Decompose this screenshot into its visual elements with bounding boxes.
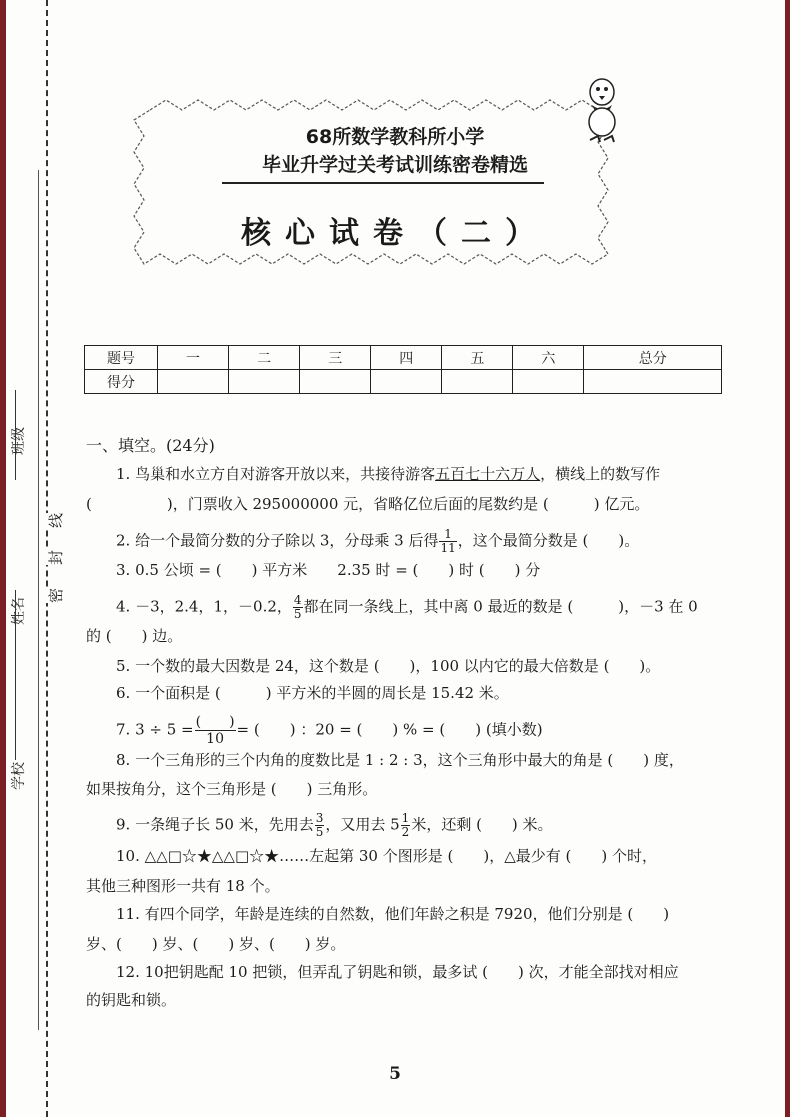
score-table-header-row bbox=[85, 346, 722, 370]
class-label: 班级 bbox=[11, 427, 27, 455]
question-12-line-2: 的钥匙和锁。 bbox=[86, 991, 177, 1009]
question-9 bbox=[116, 812, 553, 839]
q9-numerator-1: 3 bbox=[315, 811, 324, 825]
q9-fraction-1 bbox=[315, 812, 325, 839]
q1-underlined: 五百七十六万人 bbox=[435, 465, 541, 483]
question-5: 5. 一个数的最大因数是 24，这个数是 ( )，100 以内它的最大倍数是 ( )。 bbox=[116, 657, 661, 675]
q4-numerator: 4 bbox=[293, 593, 302, 607]
q4-fraction bbox=[293, 594, 303, 621]
question-4-line-1 bbox=[116, 594, 698, 621]
score-cell[interactable] bbox=[229, 370, 300, 394]
page-title: 核心试卷（二） bbox=[241, 216, 549, 251]
q7-numerator: ( ) bbox=[195, 714, 235, 730]
school-blank bbox=[15, 650, 16, 760]
seal-char-xian: 线 bbox=[43, 513, 68, 528]
q4-text-b: 都在同一条线上，其中离 0 最近的数是 ( )，－3 在 0 bbox=[303, 597, 698, 616]
q9-numerator-2: 1 bbox=[401, 811, 410, 825]
table-cell: 一 bbox=[158, 346, 229, 370]
question-12-line-1: 12. 10把钥匙配 10 把锁，但弄乱了钥匙和锁，最多试 ( ) 次，才能全部找对相应 bbox=[116, 963, 679, 981]
question-3: 3. 0.5 公顷 = ( ) 平方米 2.35 时 = ( ) 时 ( ) 分 bbox=[116, 561, 541, 579]
class-blank bbox=[15, 390, 16, 480]
question-11-line-1: 11. 有四个同学，年龄是连续的自然数，他们年龄之积是 7920，他们分别是 ( ) bbox=[116, 905, 670, 923]
name-label: 姓名 bbox=[11, 597, 27, 625]
q7-denominator: 10 bbox=[206, 731, 224, 747]
section-heading: 一、填空。(24分) bbox=[86, 436, 215, 455]
school-label: 学校 bbox=[11, 762, 27, 790]
header-line-1: 68所数学教科所小学 bbox=[305, 126, 485, 148]
seal-char-mi: 密 bbox=[43, 588, 68, 603]
q7-text-a: 7. 3 ÷ 5 = bbox=[116, 720, 194, 739]
q9-denominator-2: 2 bbox=[401, 825, 410, 839]
score-table-score-row bbox=[85, 370, 722, 394]
table-cell: 四 bbox=[371, 346, 442, 370]
question-10-line-2: 其他三种图形一共有 18 个。 bbox=[86, 877, 280, 895]
table-cell: 六 bbox=[513, 346, 584, 370]
q9-text-c: 米，还剩 ( ) 米。 bbox=[411, 815, 553, 834]
table-cell: 五 bbox=[442, 346, 513, 370]
question-6: 6. 一个面积是 ( ) 平方米的半圆的周长是 15.42 米。 bbox=[116, 684, 509, 702]
header-line-2: 毕业升学过关考试训练密卷精选 bbox=[261, 154, 528, 176]
q2-fraction bbox=[439, 528, 456, 555]
question-4-line-2: 的 ( ) 边。 bbox=[86, 627, 183, 645]
q7-text-b: = ( ) ：20 = ( ) % = ( ) (填小数) bbox=[236, 720, 543, 739]
seal-char-feng: 封 bbox=[43, 550, 68, 565]
question-8-line-2: 如果按角分，这个三角形是 ( ) 三角形。 bbox=[86, 780, 378, 798]
binding-solid-line bbox=[38, 170, 39, 1030]
page-number: 5 bbox=[389, 1064, 401, 1084]
score-table bbox=[84, 345, 722, 394]
q2-text-a: 2. 给一个最简分数的分子除以 3，分母乘 3 后得 bbox=[116, 531, 439, 550]
q9-text-b: ，又用去 5 bbox=[325, 815, 400, 834]
score-cell[interactable] bbox=[442, 370, 513, 394]
q9-denominator-1: 5 bbox=[315, 825, 324, 839]
question-2 bbox=[116, 528, 639, 555]
table-cell: 总分 bbox=[584, 346, 722, 370]
score-cell[interactable] bbox=[371, 370, 442, 394]
q2-text-b: ，这个最简分数是 ( )。 bbox=[457, 531, 640, 550]
q1-text-a: 1. 鸟巢和水立方自对游客开放以来，共接待游客 bbox=[116, 465, 436, 483]
q4-denominator: 5 bbox=[293, 607, 302, 621]
q1-text-c: ，横线上的数写作 bbox=[540, 465, 661, 483]
score-cell[interactable] bbox=[584, 370, 722, 394]
table-cell: 得分 bbox=[85, 370, 158, 394]
question-11-line-2: 岁、( ) 岁、( ) 岁、( ) 岁。 bbox=[86, 935, 346, 953]
q9-text-a: 9. 一条绳子长 50 米，先用去 bbox=[116, 815, 314, 834]
q2-numerator: 1 bbox=[439, 528, 456, 542]
question-10-line-1: 10. △△□☆★△△□☆★……左起第 30 个图形是 ( )，△最少有 ( ) 个时， bbox=[116, 847, 657, 865]
q7-fraction bbox=[195, 714, 236, 747]
q2-denominator: 11 bbox=[440, 541, 456, 555]
name-blank bbox=[15, 590, 16, 650]
score-cell[interactable] bbox=[300, 370, 371, 394]
question-8-line-1: 8. 一个三角形的三个内角的度数比是 1 : 2 : 3，这个三角形中最大的角是 ( ) 度， bbox=[116, 751, 684, 769]
table-cell: 三 bbox=[300, 346, 371, 370]
q9-fraction-2 bbox=[401, 812, 411, 839]
question-7 bbox=[116, 714, 543, 747]
table-cell: 二 bbox=[229, 346, 300, 370]
table-cell: 题号 bbox=[85, 346, 158, 370]
q4-text-a: 4. －3，2.4，1，－0.2， bbox=[116, 597, 292, 616]
score-cell[interactable] bbox=[158, 370, 229, 394]
question-1-line-2: ( )，门票收入 295000000 元，省略亿位后面的尾数约是 ( ) 亿元。 bbox=[86, 495, 650, 513]
score-cell[interactable] bbox=[513, 370, 584, 394]
header-rule bbox=[222, 182, 544, 184]
question-1-line-1 bbox=[116, 464, 660, 484]
